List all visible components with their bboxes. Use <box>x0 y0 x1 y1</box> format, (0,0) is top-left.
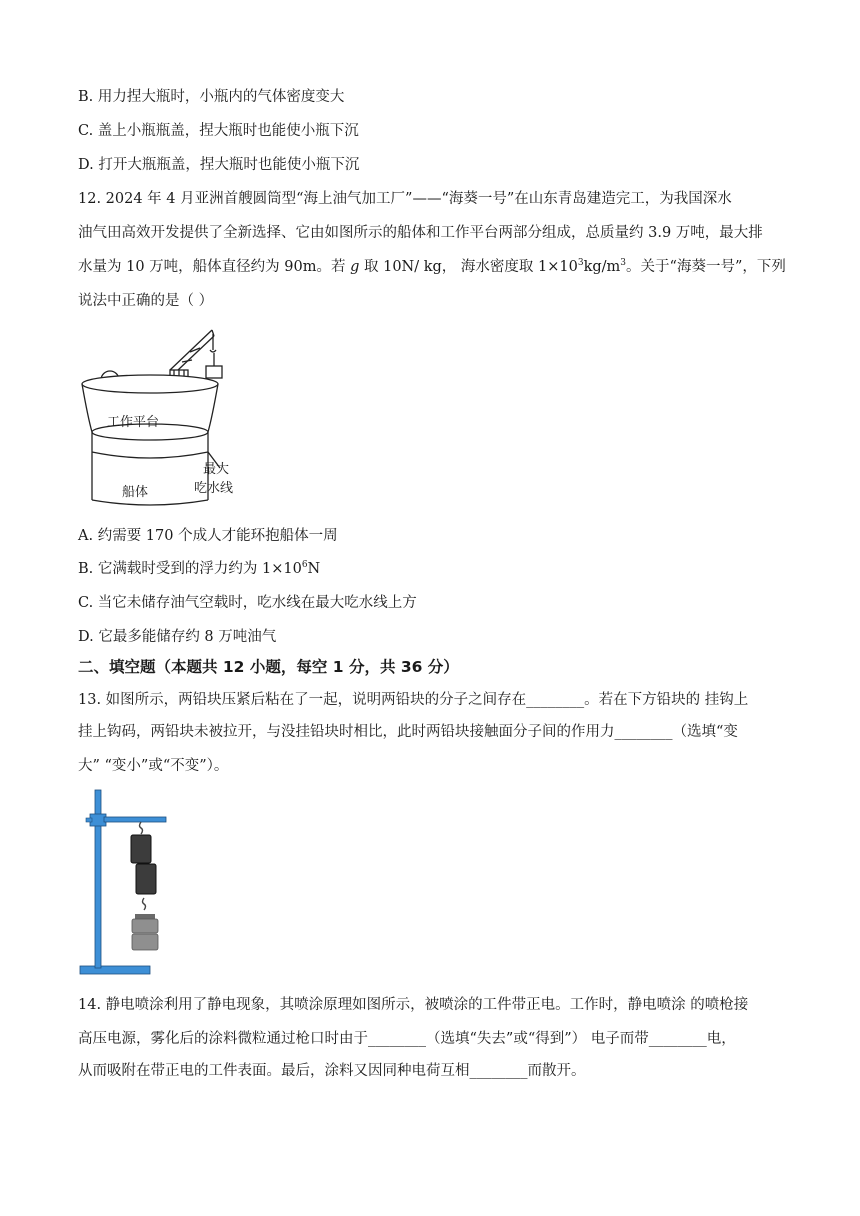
stand-clamp <box>90 814 106 826</box>
q14-line-1: 14. 静电喷涂利用了静电现象，其喷涂原理如图所示，被喷涂的工件带正电。工作时，静电喷涂 的喷枪接 <box>78 997 749 1013</box>
lead-blocks-figure <box>76 786 176 980</box>
q12-stem-line-2: 油气田高效开发提供了全新选择、它由如图所示的船体和工作平台两部分组成，总质量约 3.9 万吨，最大排 <box>78 225 763 241</box>
q13-line-2: 挂上钩码，两铅块未被拉开，与没挂铅块时相比，此时两铅块接触面分子间的作用力________（选填“变 <box>78 724 738 740</box>
q12-option-a: A. 约需要 170 个成人才能环抱船体一周 <box>78 528 338 544</box>
q11-option-b: B. 用力捏大瓶时，小瓶内的气体密度变大 <box>78 89 345 105</box>
weight-upper <box>132 919 158 933</box>
haikui-figure <box>74 322 254 512</box>
q11-option-c: C. 盖上小瓶瓶盖，捏大瓶时也能使小瓶下沉 <box>78 123 359 139</box>
q12-option-d: D. 它最多能储存约 8 万吨油气 <box>78 629 277 645</box>
weight-lower <box>132 934 158 950</box>
weight-top <box>135 914 155 919</box>
stand-base <box>80 966 150 974</box>
q11-option-d: D. 打开大瓶瓶盖，捏大瓶时也能使小瓶下沉 <box>78 157 360 173</box>
q13-line-1: 13. 如图所示，两铅块压紧后粘在了一起，说明两铅块的分子之间存在________。若在下方铅块的 挂钩上 <box>78 692 749 708</box>
q12-stem-line-1: 12. 2024 年 4 月亚洲首艘圆筒型“海上油气加工厂”——“海葵一号”在山东青岛建造完工，为我国深水 <box>78 191 732 207</box>
q12-stem-line-3: 水量为 10 万吨，船体直径约为 90m。若 g 取 10N/ kg， 海水密度取 $1\times 10^3kg/m^3$。关于“海葵一号”，下列 <box>78 258 786 275</box>
q14-line-2: 高压电源，雾化后的涂料微粒通过枪口时由于________（选填“失去”或“得到”） 电子而带________电， <box>78 1031 736 1047</box>
q13-line-3: 大” “变小”或“不变”）。 <box>78 758 229 774</box>
hull-label: 船体 <box>122 485 149 500</box>
waterline-label-1: 最大 <box>203 462 230 477</box>
q12-stem-line-4: 说法中正确的是（ ） <box>78 293 214 309</box>
q14-line-3: 从而吸附在带正电的工件表面。最后，涂料又因同种电荷互相________而散开。 <box>78 1063 586 1079</box>
platform-label: 工作平台 <box>107 415 160 430</box>
q12-option-b: B. 它满载时受到的浮力约为 $1\times 10^6N$ <box>78 560 321 577</box>
stand-arm <box>104 817 166 822</box>
waterline-label-2: 吃水线 <box>194 481 234 496</box>
upper-lead-block <box>131 835 151 863</box>
variable-g: g <box>350 259 360 275</box>
q12-option-c: C. 当它未储存油气空载时，吃水线在最大吃水线上方 <box>78 595 417 611</box>
section-heading: 二、填空题（本题共 12 小题，每空 1 分，共 36 分） <box>78 658 459 676</box>
lower-lead-block <box>136 864 156 894</box>
